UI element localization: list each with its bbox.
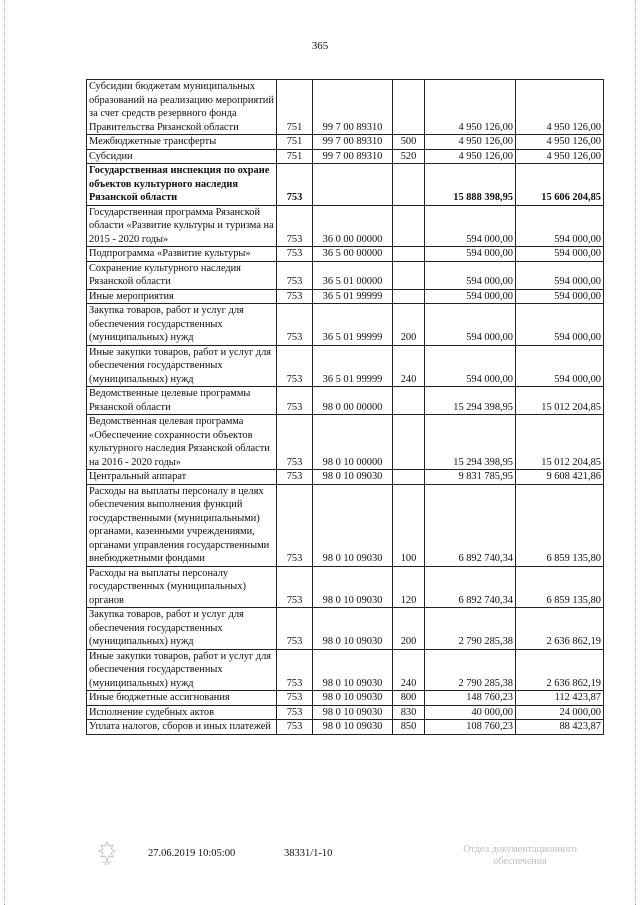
cell-csr: 36 5 01 99999 (313, 304, 393, 346)
cell-csr: 36 5 01 99999 (313, 289, 393, 304)
cell-sum-2020: 2 636 862,19 (516, 649, 604, 691)
cell-csr: 36 0 00 00000 (313, 205, 393, 247)
cell-vr: 240 (393, 345, 425, 387)
cell-vr: 100 (393, 484, 425, 566)
cell-sum-2020: 6 859 135,80 (516, 484, 604, 566)
cell-csr: 98 0 10 09030 (313, 566, 393, 608)
cell-sum-2019: 594 000,00 (425, 205, 516, 247)
cell-ved: 753 (277, 484, 313, 566)
footer-stamp: Отдел документационного обеспечения (463, 844, 577, 867)
table-row (87, 566, 604, 608)
cell-name: Государственная инспекция по охране объектов культурного наследия Рязанской области (87, 164, 277, 206)
cell-sum-2019: 2 790 285,38 (425, 608, 516, 650)
seal-icon (96, 840, 118, 866)
cell-ved: 753 (277, 345, 313, 387)
cell-csr: 98 0 10 00000 (313, 415, 393, 470)
cell-sum-2020: 594 000,00 (516, 345, 604, 387)
cell-sum-2020: 4 950 126,00 (516, 135, 604, 150)
cell-sum-2020: 594 000,00 (516, 247, 604, 262)
right-margin-dots (635, 0, 636, 905)
cell-ved: 753 (277, 289, 313, 304)
cell-ved: 751 (277, 135, 313, 150)
table-row (87, 345, 604, 387)
cell-name: Сохранение культурного наследия Рязанской области (87, 261, 277, 289)
cell-csr: 36 5 00 00000 (313, 247, 393, 262)
cell-ved: 753 (277, 566, 313, 608)
cell-sum-2020: 112 423,87 (516, 691, 604, 706)
table-row (87, 247, 604, 262)
cell-csr: 98 0 10 09030 (313, 608, 393, 650)
cell-name: Расходы на выплаты персоналу в целях обеспечения выполнения функций государственными (муниципальными) органами, казенными учреждениями, органами управления государственными внебюджетными фондами (87, 484, 277, 566)
cell-name: Иные мероприятия (87, 289, 277, 304)
cell-sum-2020: 6 859 135,80 (516, 566, 604, 608)
table-row (87, 261, 604, 289)
table-row (87, 415, 604, 470)
cell-sum-2019: 594 000,00 (425, 289, 516, 304)
cell-vr: 200 (393, 608, 425, 650)
cell-sum-2020: 24 000,00 (516, 705, 604, 720)
cell-name: Закупка товаров, работ и услуг для обеспечения государственных (муниципальных) нужд (87, 304, 277, 346)
cell-vr (393, 289, 425, 304)
table-row (87, 149, 604, 164)
cell-sum-2019: 40 000,00 (425, 705, 516, 720)
cell-csr (313, 164, 393, 206)
footer-date: 27.06.2019 10:05:00 (148, 848, 236, 859)
cell-sum-2020: 4 950 126,00 (516, 80, 604, 135)
footer-doc-number: 38331/1-10 (284, 848, 333, 859)
cell-vr: 830 (393, 705, 425, 720)
cell-sum-2019: 594 000,00 (425, 304, 516, 346)
cell-csr: 98 0 10 09030 (313, 705, 393, 720)
cell-sum-2020: 2 636 862,19 (516, 608, 604, 650)
cell-name: Межбюджетные трансферты (87, 135, 277, 150)
cell-csr: 99 7 00 89310 (313, 135, 393, 150)
cell-sum-2019: 15 888 398,95 (425, 164, 516, 206)
cell-vr: 240 (393, 649, 425, 691)
cell-csr: 98 0 10 09030 (313, 470, 393, 485)
cell-sum-2020: 594 000,00 (516, 261, 604, 289)
cell-ved: 753 (277, 415, 313, 470)
cell-sum-2019: 6 892 740,34 (425, 484, 516, 566)
table-row (87, 387, 604, 415)
cell-ved: 753 (277, 691, 313, 706)
cell-csr: 98 0 00 00000 (313, 387, 393, 415)
cell-vr: 120 (393, 566, 425, 608)
cell-csr: 99 7 00 89310 (313, 80, 393, 135)
cell-vr: 520 (393, 149, 425, 164)
cell-sum-2019: 6 892 740,34 (425, 566, 516, 608)
cell-sum-2019: 148 760,23 (425, 691, 516, 706)
table-row (87, 135, 604, 150)
cell-sum-2019: 4 950 126,00 (425, 135, 516, 150)
cell-sum-2019: 4 950 126,00 (425, 149, 516, 164)
cell-name: Субсидии (87, 149, 277, 164)
cell-csr: 98 0 10 09030 (313, 649, 393, 691)
cell-name: Ведомственная целевая программа «Обеспечение сохранности объектов культурного наследия Рязанской области на 2016 - 2020 годы» (87, 415, 277, 470)
page-number: 365 (311, 40, 329, 52)
cell-vr (393, 205, 425, 247)
cell-ved: 753 (277, 304, 313, 346)
cell-ved: 753 (277, 247, 313, 262)
table-row (87, 649, 604, 691)
cell-ved: 753 (277, 261, 313, 289)
cell-csr: 98 0 10 09030 (313, 720, 393, 735)
cell-sum-2020: 88 423,87 (516, 720, 604, 735)
cell-sum-2020: 15 606 204,85 (516, 164, 604, 206)
cell-name: Уплата налогов, сборов и иных платежей (87, 720, 277, 735)
budget-table-body (87, 80, 604, 735)
cell-name: Иные бюджетные ассигнования (87, 691, 277, 706)
cell-csr: 98 0 10 09030 (313, 691, 393, 706)
cell-sum-2019: 594 000,00 (425, 261, 516, 289)
table-row (87, 470, 604, 485)
cell-vr: 500 (393, 135, 425, 150)
cell-vr (393, 164, 425, 206)
cell-ved: 753 (277, 649, 313, 691)
cell-sum-2020: 4 950 126,00 (516, 149, 604, 164)
cell-sum-2019: 2 790 285,38 (425, 649, 516, 691)
cell-vr (393, 470, 425, 485)
table-row (87, 80, 604, 135)
cell-name: Субсидии бюджетам муниципальных образований на реализацию мероприятий за счет средств резервного фонда Правительства Рязанской области (87, 80, 277, 135)
cell-vr: 850 (393, 720, 425, 735)
table-row (87, 720, 604, 735)
cell-sum-2019: 15 294 398,95 (425, 387, 516, 415)
left-margin-dots (4, 0, 5, 905)
cell-vr (393, 387, 425, 415)
cell-ved: 751 (277, 80, 313, 135)
cell-name: Расходы на выплаты персоналу государственных (муниципальных) органов (87, 566, 277, 608)
cell-sum-2020: 9 608 421,86 (516, 470, 604, 485)
cell-sum-2020: 15 012 204,85 (516, 415, 604, 470)
cell-name: Закупка товаров, работ и услуг для обеспечения государственных (муниципальных) нужд (87, 608, 277, 650)
cell-csr: 36 5 01 00000 (313, 261, 393, 289)
cell-sum-2019: 108 760,23 (425, 720, 516, 735)
cell-ved: 753 (277, 387, 313, 415)
table-row (87, 608, 604, 650)
cell-name: Центральный аппарат (87, 470, 277, 485)
table-row (87, 289, 604, 304)
cell-vr (393, 261, 425, 289)
cell-vr (393, 247, 425, 262)
cell-ved: 753 (277, 164, 313, 206)
cell-sum-2020: 15 012 204,85 (516, 387, 604, 415)
cell-csr: 98 0 10 09030 (313, 484, 393, 566)
cell-vr (393, 415, 425, 470)
cell-vr (393, 80, 425, 135)
table-row (87, 705, 604, 720)
cell-sum-2019: 594 000,00 (425, 345, 516, 387)
cell-ved: 753 (277, 470, 313, 485)
cell-sum-2019: 9 831 785,95 (425, 470, 516, 485)
cell-csr: 99 7 00 89310 (313, 149, 393, 164)
cell-name: Подпрограмма «Развитие культуры» (87, 247, 277, 262)
cell-sum-2019: 4 950 126,00 (425, 80, 516, 135)
cell-sum-2020: 594 000,00 (516, 304, 604, 346)
table-row (87, 304, 604, 346)
cell-name: Ведомственные целевые программы Рязанской области (87, 387, 277, 415)
budget-table (86, 79, 604, 735)
cell-name: Исполнение судебных актов (87, 705, 277, 720)
cell-sum-2019: 594 000,00 (425, 247, 516, 262)
cell-name: Иные закупки товаров, работ и услуг для обеспечения государственных (муниципальных) нужд (87, 649, 277, 691)
cell-ved: 753 (277, 205, 313, 247)
cell-ved: 753 (277, 720, 313, 735)
cell-ved: 753 (277, 608, 313, 650)
cell-sum-2020: 594 000,00 (516, 205, 604, 247)
cell-vr: 200 (393, 304, 425, 346)
cell-sum-2019: 15 294 398,95 (425, 415, 516, 470)
table-row (87, 691, 604, 706)
table-row (87, 205, 604, 247)
cell-sum-2020: 594 000,00 (516, 289, 604, 304)
cell-vr: 800 (393, 691, 425, 706)
cell-csr: 36 5 01 99999 (313, 345, 393, 387)
cell-name: Иные закупки товаров, работ и услуг для обеспечения государственных (муниципальных) нужд (87, 345, 277, 387)
cell-ved: 753 (277, 705, 313, 720)
table-row (87, 484, 604, 566)
cell-ved: 751 (277, 149, 313, 164)
table-row (87, 164, 604, 206)
cell-name: Государственная программа Рязанской области «Развитие культуры и туризма на 2015 - 2020 годы» (87, 205, 277, 247)
